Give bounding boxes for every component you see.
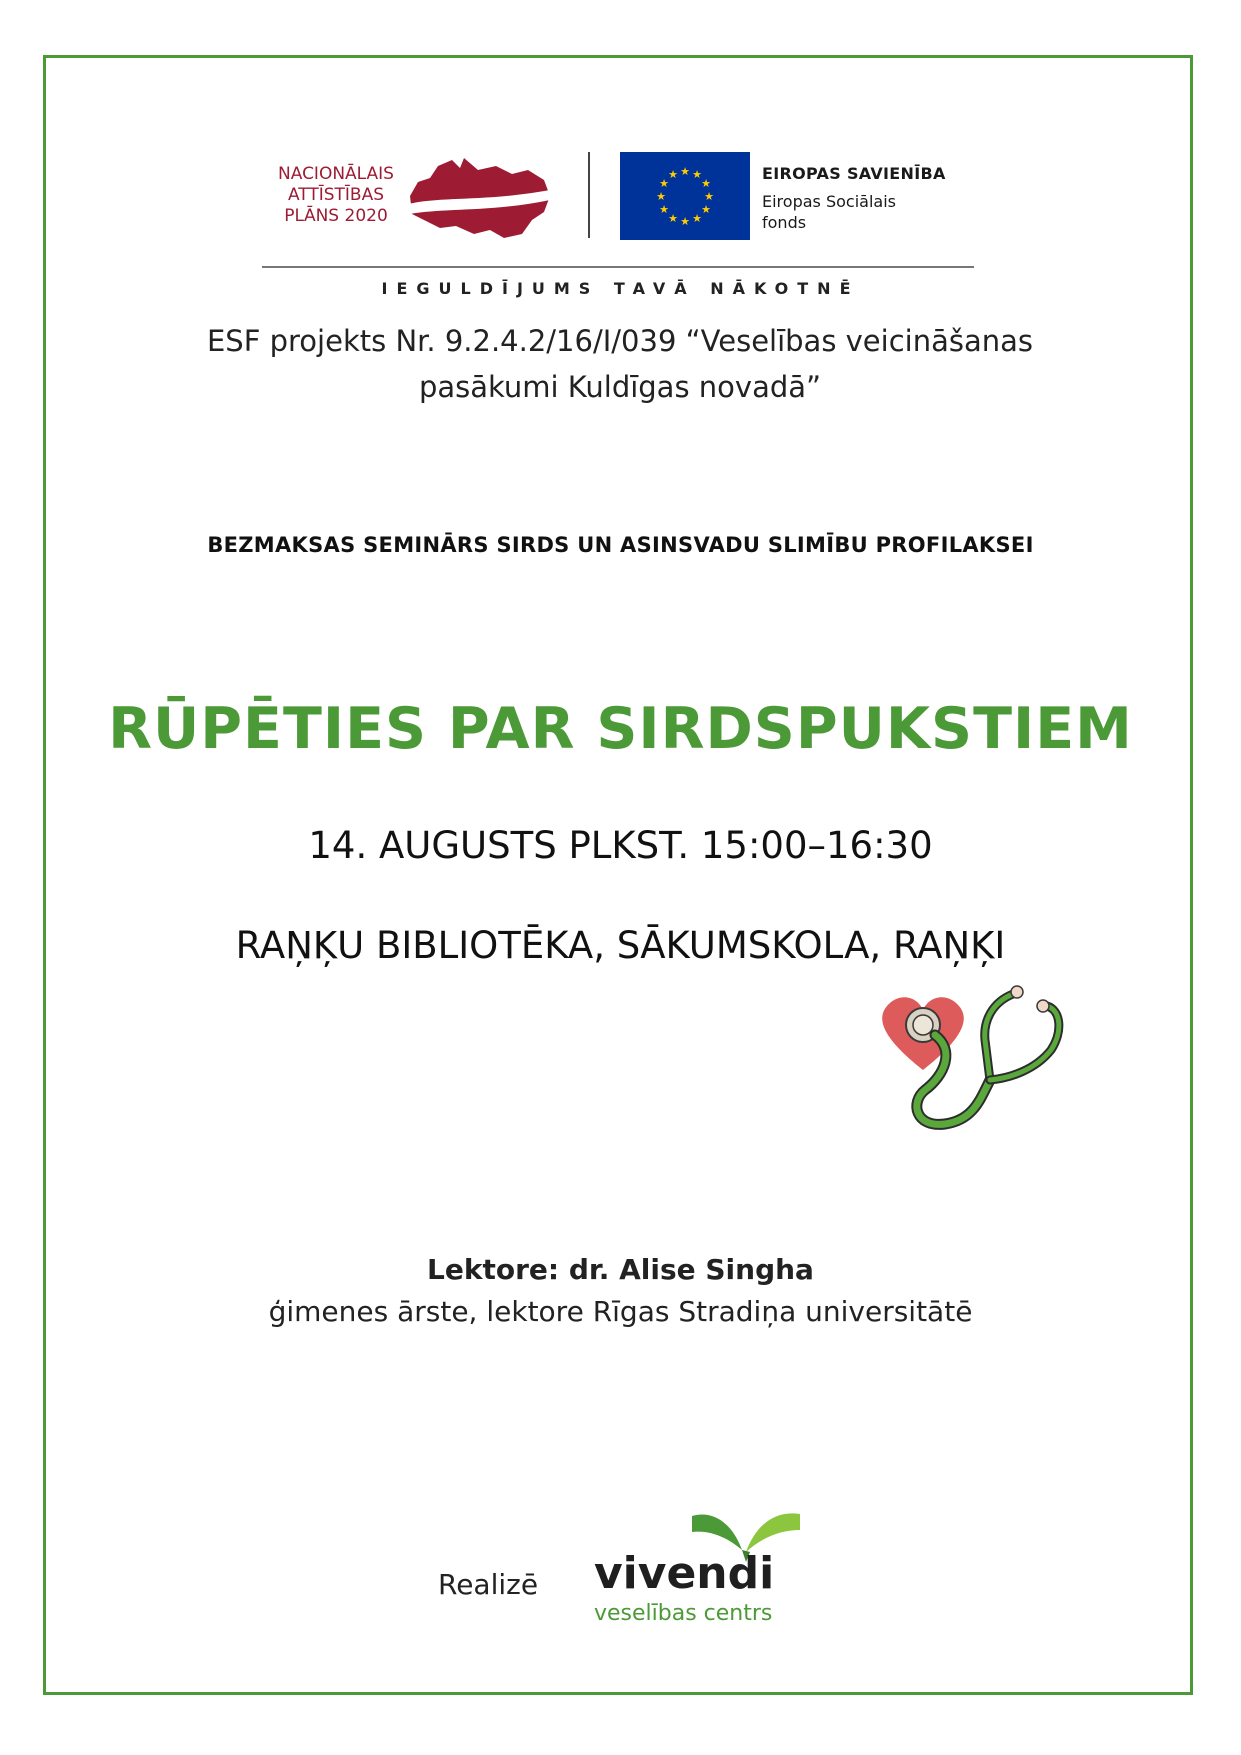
page-border: [43, 55, 1193, 1695]
event-datetime: 14. AUGUSTS PLKST. 15:00–16:30: [308, 824, 933, 867]
logo-divider: [588, 152, 590, 238]
eu-flag-icon: [620, 152, 750, 240]
eu-subtitle-line1: Eiropas Sociālais: [762, 192, 896, 211]
heart-stethoscope-icon: [875, 980, 1095, 1140]
svg-text:★: ★: [668, 212, 678, 225]
svg-text:★: ★: [701, 177, 711, 190]
event-place: RAŅĶU BIBLIOTĒKA, SĀKUMSKOLA, RAŅĶI: [235, 924, 1006, 967]
lecturer-name: Lektore: dr. Alise Singha: [427, 1253, 814, 1286]
vivendi-brand: vivendi: [594, 1548, 775, 1599]
svg-text:★: ★: [692, 212, 702, 225]
svg-text:★: ★: [692, 168, 702, 181]
lecturer-role: ģimenes ārste, lektore Rīgas Stradiņa universitātē: [268, 1295, 973, 1328]
seminar-label: BEZMAKSAS SEMINĀRS SIRDS UN ASINSVADU SLIMĪBU PROFILAKSEI: [207, 533, 1034, 557]
esf-project-line1: ESF projekts Nr. 9.2.4.2/16/I/039 “Veselības veicināšanas: [206, 324, 1034, 358]
eu-title: EIROPAS SAVIENĪBA: [762, 164, 946, 183]
esf-project: [120, 318, 1120, 410]
esf-project-line2: pasākumi Kuldīgas novadā”: [418, 370, 822, 404]
logo-underline: [262, 266, 974, 268]
svg-text:★: ★: [680, 215, 690, 228]
latvia-map-icon: [404, 156, 554, 240]
event-headline: RŪPĒTIES PAR SIRDSPUKSTIEM: [108, 696, 1133, 762]
svg-text:★: ★: [659, 203, 669, 216]
svg-text:★: ★: [659, 177, 669, 190]
nap-logo-text: NACIONĀLAIS ATTĪSTĪBAS PLĀNS 2020: [278, 164, 394, 226]
svg-text:★: ★: [701, 203, 711, 216]
svg-text:★: ★: [704, 190, 714, 203]
vivendi-subtitle: veselības centrs: [594, 1601, 773, 1626]
svg-text:★: ★: [680, 165, 690, 178]
motto: IEGULDĪJUMS TAVĀ NĀKOTNĒ: [381, 279, 860, 298]
svg-text:★: ★: [668, 168, 678, 181]
funding-logos: [262, 148, 974, 268]
realize-label: Realizē: [438, 1568, 539, 1601]
svg-text:★: ★: [656, 190, 666, 203]
eu-subtitle-line2: fonds: [762, 213, 807, 232]
